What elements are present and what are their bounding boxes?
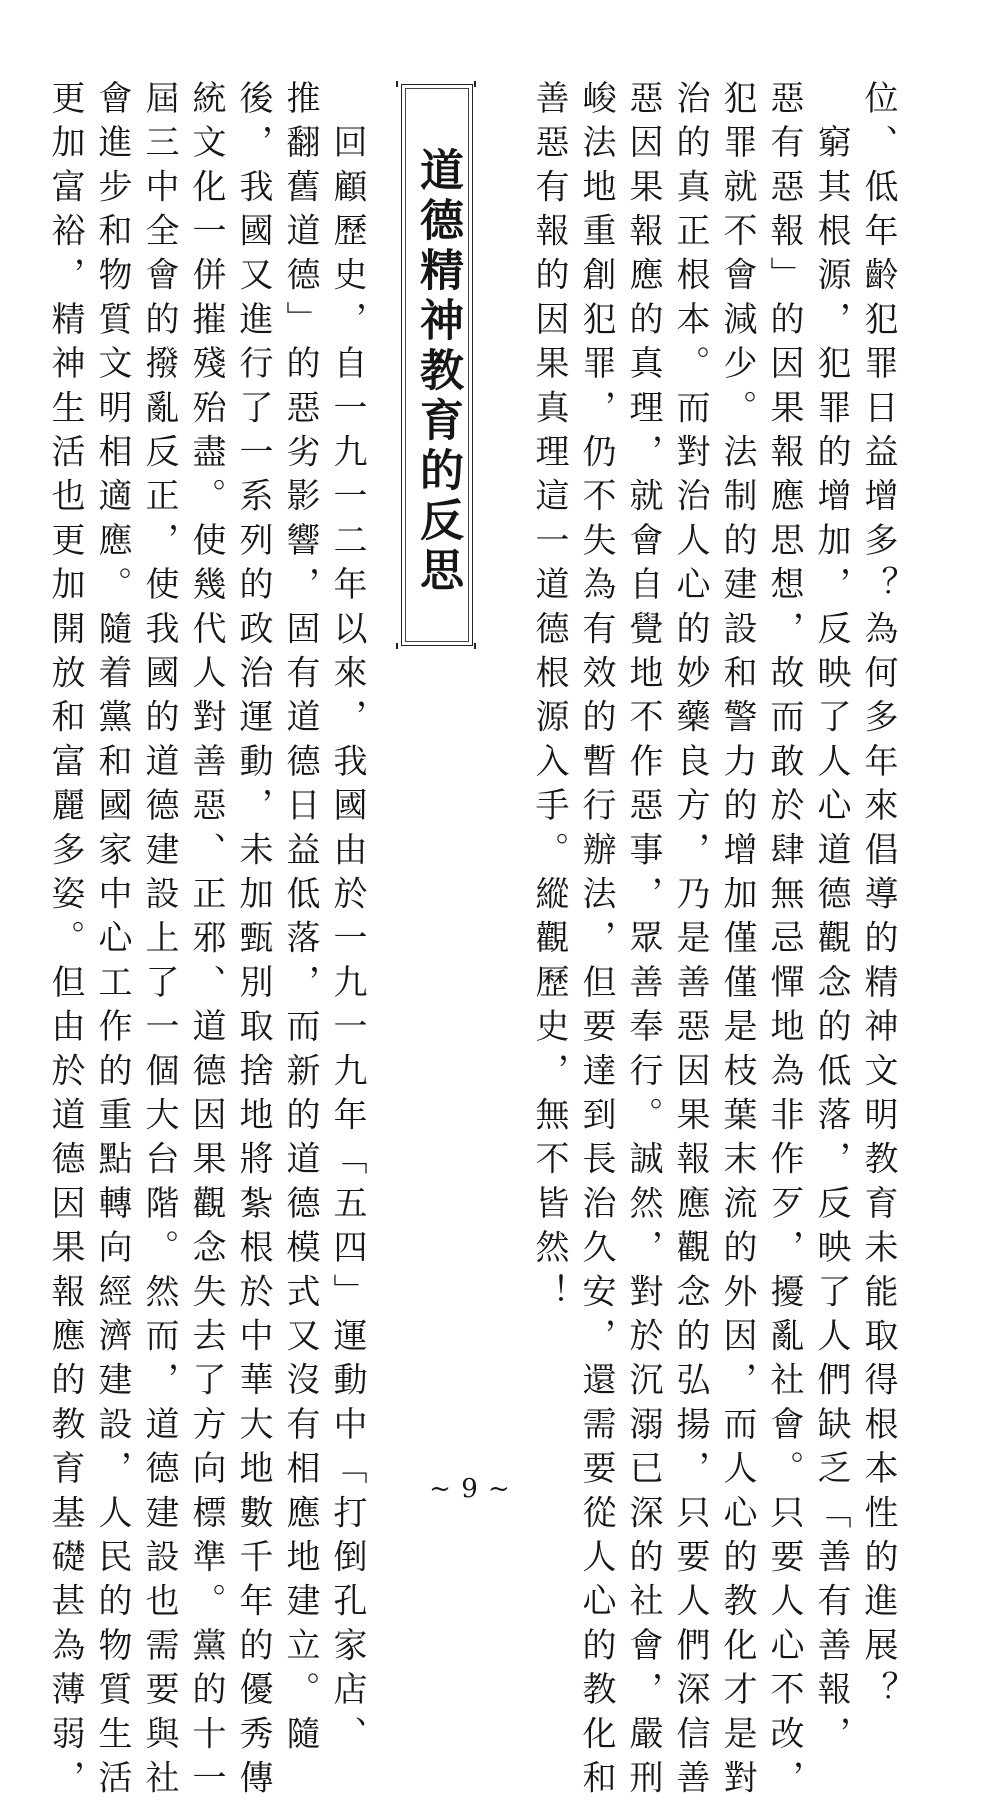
text-column: 更加富裕，精神生活也更加開放和富麗多姿。但由於道德因果報應的教育基礎甚為薄弱， — [45, 80, 85, 1804]
text-column: 治的真正根本。而對治人心的妙藥良方，乃是善惡因果報應觀念的弘揚，只要人們深信善 — [670, 80, 710, 1804]
text-column: 統文化一併摧殘殆盡。使幾代人對善惡、正邪、道德因果觀念失去了方向標準。黨的十一 — [186, 80, 226, 1804]
section-title: 道德精神教育的反思 — [412, 147, 463, 597]
text-column: 推翻舊道德」的惡劣影響，固有道德日益低落，而新的道德模式又沒有相應地建立。隨 — [280, 80, 320, 1760]
text-column: 善惡有報的因果真理這一道德根源入手。縱觀歷史，無不皆然！ — [529, 80, 569, 1318]
text-column: 回顧歷史，自一九一二年以來，我國由於一九一九年「五四」運動中「打倒孔家店、 — [327, 80, 367, 1760]
section-title-box — [401, 84, 473, 646]
text-column: 位、低年齡犯罪日益增多？為何多年來倡導的精神文明教育未能取得根本性的進展？ — [858, 80, 898, 1716]
text-column: 犯罪就不會減少。法制的建設和警力的增加僅僅是枝葉末流的外因，而人心的教化才是對 — [717, 80, 757, 1804]
text-column: 峻法地重創犯罪，仍不失為有效的暫行辦法，但要達到長治久安，還需要從人心的教化和 — [576, 80, 616, 1804]
text-column: 惡有惡報」的因果報應思想，故而敢於肆無忌憚地為非作歹，擾亂社會。只要人心不改， — [764, 80, 804, 1804]
text-column: 窮其根源，犯罪的增加，反映了人心道德觀念的低落，反映了人們缺乏「善有善報， — [811, 80, 851, 1760]
text-column: 會進步和物質文明相適應。隨着黨和國家中心工作的重點轉向經濟建設，人民的物質生活 — [92, 80, 132, 1804]
text-column: 屆三中全會的撥亂反正，使我國的道德建設上了一個大台階。然而，道德建設也需要與社 — [139, 80, 179, 1804]
text-column: 惡因果報應的真理，就會自覺地不作惡事，眾善奉行。誠然，對於沉溺已深的社會，嚴刑 — [623, 80, 663, 1804]
text-column: 後，我國又進行了一系列的政治運動，未加甄別取捨地將紮根於中華大地數千年的優秀傳 — [233, 80, 273, 1804]
page-number: ~ 9 ~ — [429, 1474, 511, 1504]
